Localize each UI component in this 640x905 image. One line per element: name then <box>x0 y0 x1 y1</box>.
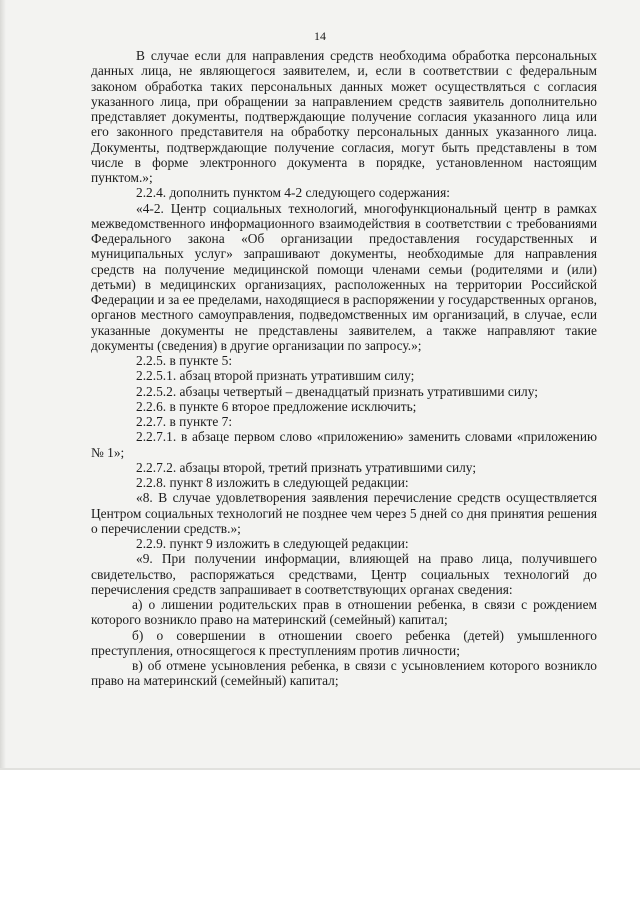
list-item: а) о лишении родительских прав в отношении ребенка, в связи с рождением которого возникло право на материнский (семейный) капитал; <box>91 597 597 628</box>
list-item: в) об отмене усыновления ребенка, в связи с усыновлением которого возникло право на материнский (семейный) капитал; <box>91 658 597 689</box>
paragraph: 2.2.9. пункт 9 изложить в следующей редакции: <box>136 536 409 551</box>
paragraph: В случае если для направления средств необходима обработка персональных данных лица, не являющегося заявителем, и, если в соответствии с федеральным законом обработка таких персональных данных может осуществляться с согласия указанного лица, при обращении за направлением средств заявитель дополнительно представляет документы, подтверждающие получение согласия указанного лица или его законного представителя на обработку персональных данных указанного лица. Документы, подтверждающие получение согласия, могут быть представлены в том числе в форме электронного документа в порядке, установленном настоящим пунктом.»; <box>91 48 597 185</box>
paragraph: 2.2.5.2. абзацы четвертый – двенадцатый признать утратившими силу; <box>136 383 538 399</box>
paragraph: 2.2.7.1. в абзаце первом слово «приложению» заменить словами «приложению № 1»; <box>91 429 597 460</box>
paragraph: «9. При получении информации, влияющей на право лица, получившего свидетельство, распоряжаться средствами, Центр социальных технологий до перечисления средств запрашивает в соответствующих органах сведения: <box>91 551 597 597</box>
paragraph: 2.2.5.1. абзац второй признать утратившим силу; <box>136 368 415 384</box>
paragraph: 2.2.4. дополнить пунктом 4-2 следующего содержания: <box>136 185 450 201</box>
paragraph: 2.2.7. в пункте 7: <box>136 414 233 429</box>
paragraph: 2.2.6. в пункте 6 второе предложение исключить; <box>136 398 417 414</box>
list-item: б) о совершении в отношении своего ребенка (детей) умышленного преступления, относящегося к преступлениям против личности; <box>91 627 597 658</box>
paragraph: «8. В случае удовлетворения заявления перечисление средств осуществляется Центром социальных технологий не позднее чем через 5 дней со дня принятия решения о перечислении средств.»; <box>91 490 597 536</box>
paragraph: 2.2.8. пункт 8 изложить в следующей редакции: <box>136 475 409 490</box>
paragraph: 2.2.7.2. абзацы второй, третий признать утратившими силу; <box>136 459 477 475</box>
page-number: 14 <box>314 29 326 43</box>
document-body <box>91 48 597 689</box>
paragraph: «4-2. Центр социальных технологий, многофункциональный центр в рамках межведомственного информационного взаимодействия в соответствии с требованиями Федерального закона «Об организации предоставления государственных и муниципальных услуг» запрашивают документы, необходимые для направления средств на получение медицинской помощи членами семьи (родителями и (или) детьми) в медицинских организациях, расположенных на территории Российской Федерации и за ее пределами, находящиеся в распоряжении у государственных органов, органов местного самоуправления, подведомственных им организаций, в случае, если указанные документы не представлены заявителем, а также направляют такие документы (сведения) в другие организации по запросу.»; <box>91 200 597 353</box>
paragraph: 2.2.5. в пункте 5: <box>136 353 233 368</box>
